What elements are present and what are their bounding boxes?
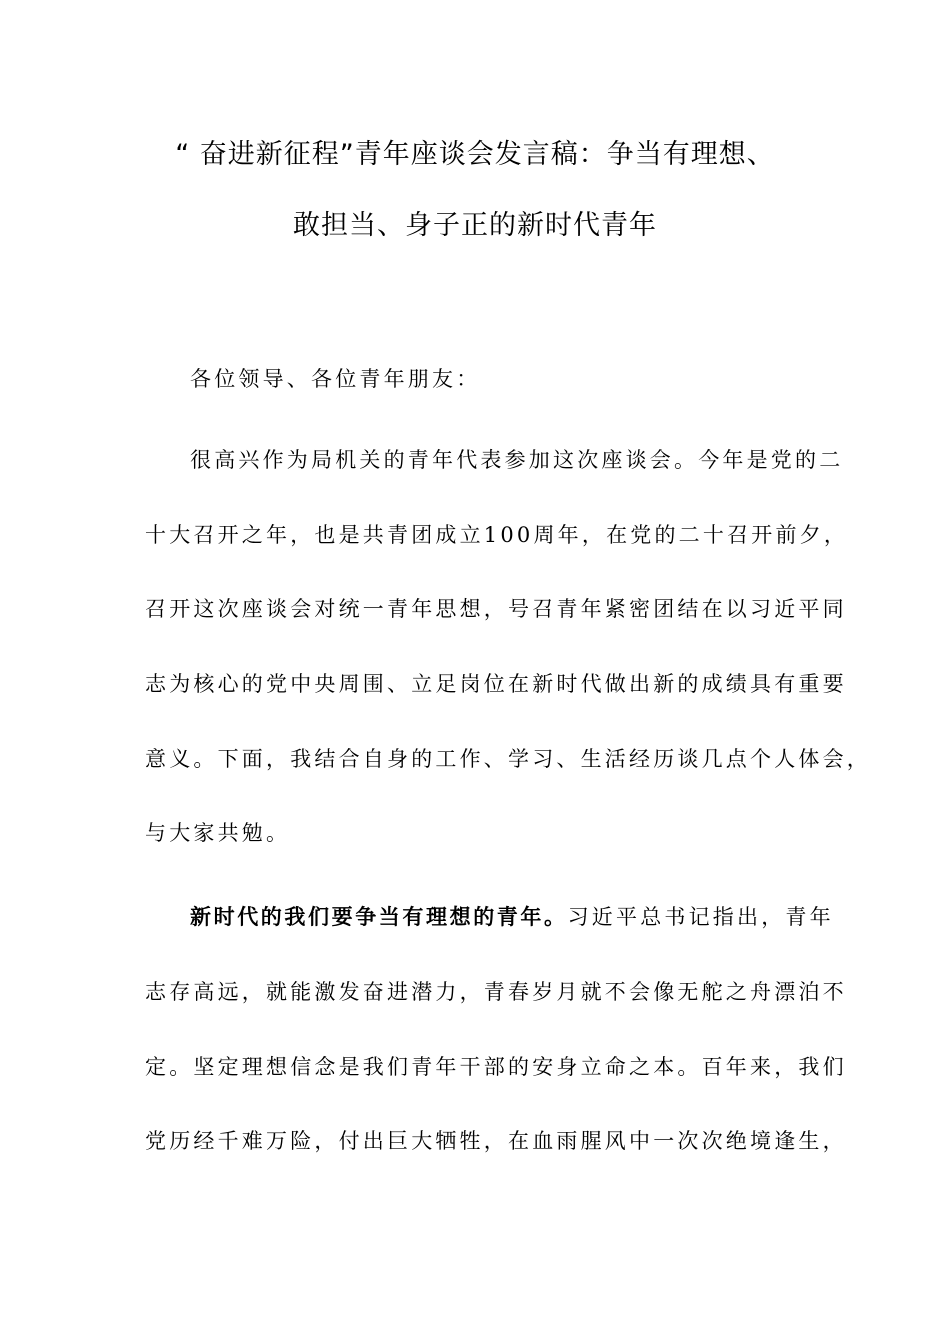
paragraph-2-text: 习近平总书记指出，青年 [567,905,834,929]
paragraph-1-line: 与大家共勉。 [145,821,291,845]
paragraph-2-line: 党历经千难万险，付出巨大牺牲，在血雨腥风中一次次绝境逢生， [145,1129,847,1153]
section-heading: 新时代的我们要争当有理想的青年。 [190,905,568,929]
paragraph-1-line: 志为核心的党中央周围、立足岗位在新时代做出新的成绩具有重要 [145,672,847,696]
document-title-line-2: 敢担当、身子正的新时代青年 [293,210,657,241]
paragraph-2-line: 定。坚定理想信念是我们青年干部的安身立命之本。百年来，我们 [145,1055,847,1079]
paragraph-1-line: 意义。下面，我结合自身的工作、学习、生活经历谈几点个人体会， [145,747,871,771]
paragraph-1-line: 十大召开之年，也是共青团成立100周年，在党的二十召开前夕， [145,523,849,547]
paragraph-2-line: 志存高远，就能激发奋进潜力，青春岁月就不会像无舵之舟漂泊不 [145,980,847,1004]
salutation: 各位领导、各位青年朋友： [190,367,481,391]
paragraph-2-first-line [190,902,855,932]
paragraph-1-line: 召开这次座谈会对统一青年思想，号召青年紧密团结在以习近平同 [145,597,847,621]
paragraph-1-line: 很高兴作为局机关的青年代表参加这次座谈会。今年是党的二 [190,448,844,472]
document-title-line-1: “ 奋进新征程”青年座谈会发言稿：争当有理想、 [175,139,775,170]
